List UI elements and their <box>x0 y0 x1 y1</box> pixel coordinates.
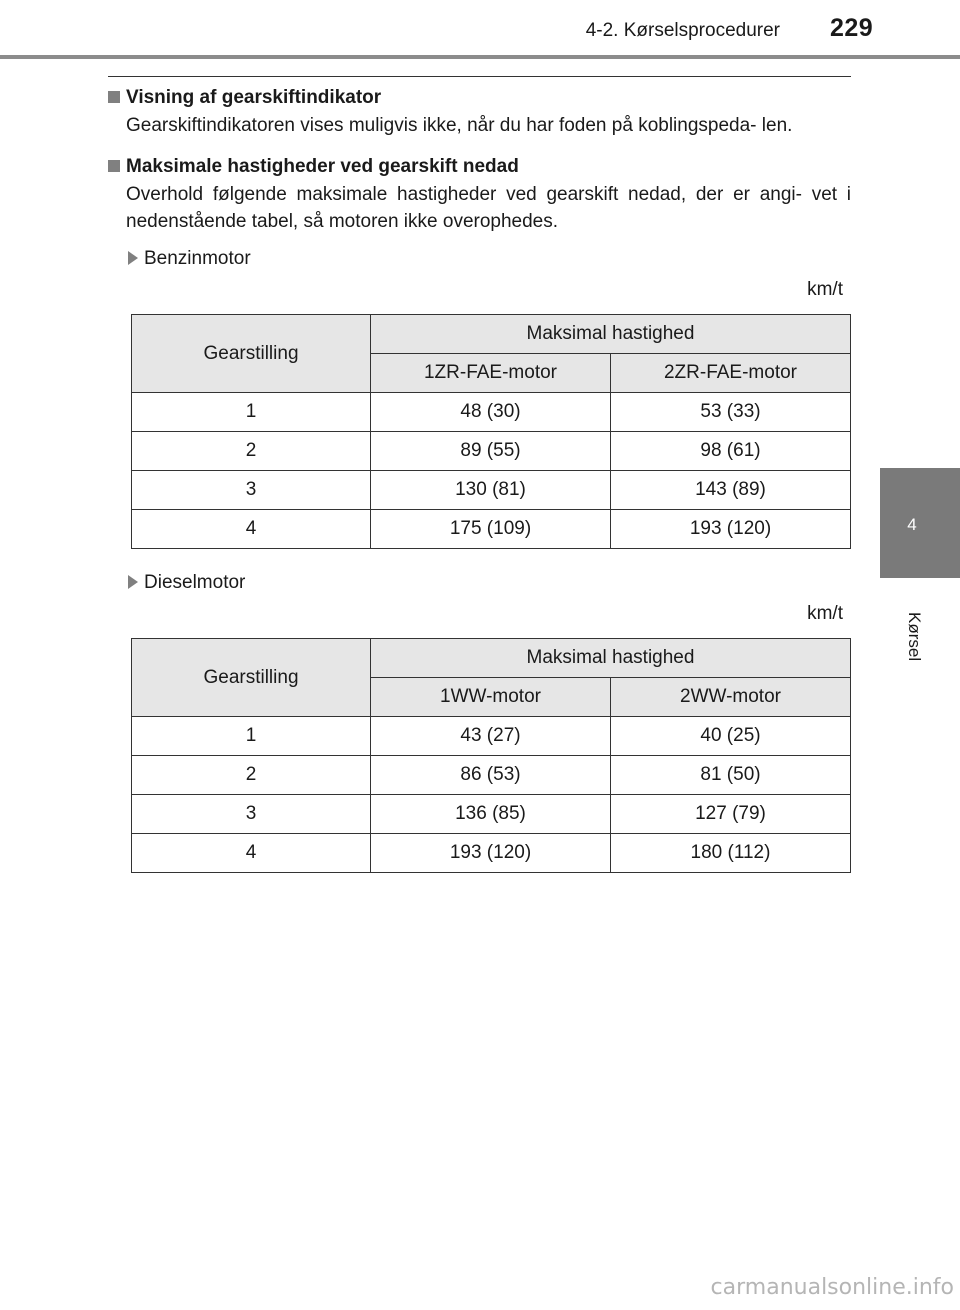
cell-speed-a: 175 (109) <box>371 510 611 549</box>
table-row <box>132 471 851 510</box>
cell-speed-b: 193 (120) <box>611 510 851 549</box>
content <box>108 84 851 873</box>
cell-speed-b: 81 (50) <box>611 756 851 795</box>
cell-speed-a: 43 (27) <box>371 717 611 756</box>
section-heading-text: Maksimale hastigheder ved gearskift nedad <box>126 156 519 177</box>
cell-speed-b: 53 (33) <box>611 393 851 432</box>
cell-speed-a: 193 (120) <box>371 834 611 873</box>
cell-speed-a: 130 (81) <box>371 471 611 510</box>
cell-gear: 3 <box>132 471 371 510</box>
header-gear: Gearstilling <box>132 315 371 393</box>
cell-speed-b: 127 (79) <box>611 795 851 834</box>
square-bullet-icon <box>108 160 120 172</box>
table-row <box>132 834 851 873</box>
cell-gear: 3 <box>132 795 371 834</box>
section-heading-indicator <box>108 84 851 112</box>
header-max-speed: Maksimal hastighed <box>371 639 851 678</box>
table-row <box>132 393 851 432</box>
cell-speed-a: 89 (55) <box>371 432 611 471</box>
header-gear: Gearstilling <box>132 639 371 717</box>
cell-speed-b: 98 (61) <box>611 432 851 471</box>
cell-speed-b: 40 (25) <box>611 717 851 756</box>
section-heading-max-speed <box>108 153 851 181</box>
section-header: 4-2. Kørselsprocedurer <box>585 20 780 41</box>
sub-heading-text: Dieselmotor <box>144 572 246 593</box>
table-row <box>132 510 851 549</box>
sub-heading-text: Benzinmotor <box>144 248 251 269</box>
speed-table-petrol <box>131 314 851 549</box>
header-engine-b: 2WW-motor <box>611 678 851 717</box>
triangle-bullet-icon <box>128 251 138 265</box>
cell-gear: 4 <box>132 510 371 549</box>
header-engine-a: 1ZR-FAE-motor <box>371 354 611 393</box>
watermark: carmanualsonline.info <box>710 1275 954 1300</box>
header-bar <box>0 55 960 59</box>
unit-label: km/t <box>807 279 843 300</box>
cell-gear: 1 <box>132 717 371 756</box>
cell-speed-a: 48 (30) <box>371 393 611 432</box>
unit-label: km/t <box>807 603 843 624</box>
table-row <box>132 717 851 756</box>
square-bullet-icon <box>108 91 120 103</box>
cell-gear: 2 <box>132 756 371 795</box>
cell-speed-b: 180 (112) <box>611 834 851 873</box>
header-rule <box>108 76 851 77</box>
section-text-indicator: Gearskiftindikatoren vises muligvis ikke, når du har foden på koblingspeda- len. <box>126 115 793 136</box>
triangle-bullet-icon <box>128 575 138 589</box>
chapter-label: Kørsel <box>905 612 924 662</box>
header-max-speed: Maksimal hastighed <box>371 315 851 354</box>
sub-heading-diesel <box>128 569 851 597</box>
table-row <box>132 432 851 471</box>
cell-speed-a: 86 (53) <box>371 756 611 795</box>
cell-speed-b: 143 (89) <box>611 471 851 510</box>
table-row <box>132 756 851 795</box>
sub-heading-petrol <box>128 245 851 273</box>
speed-table-diesel <box>131 638 851 873</box>
table-row <box>132 795 851 834</box>
page-number: 229 <box>830 14 874 42</box>
cell-gear: 1 <box>132 393 371 432</box>
cell-speed-a: 136 (85) <box>371 795 611 834</box>
chapter-number: 4 <box>907 515 917 534</box>
section-heading-text: Visning af gearskiftindikator <box>126 87 382 108</box>
section-text-max-speed: Overhold følgende maksimale hastigheder ved gearskift nedad, der er angi- vet i nedenstående tabel, så motoren ikke overophedes. <box>126 184 851 232</box>
header-engine-a: 1WW-motor <box>371 678 611 717</box>
header-engine-b: 2ZR-FAE-motor <box>611 354 851 393</box>
cell-gear: 2 <box>132 432 371 471</box>
cell-gear: 4 <box>132 834 371 873</box>
